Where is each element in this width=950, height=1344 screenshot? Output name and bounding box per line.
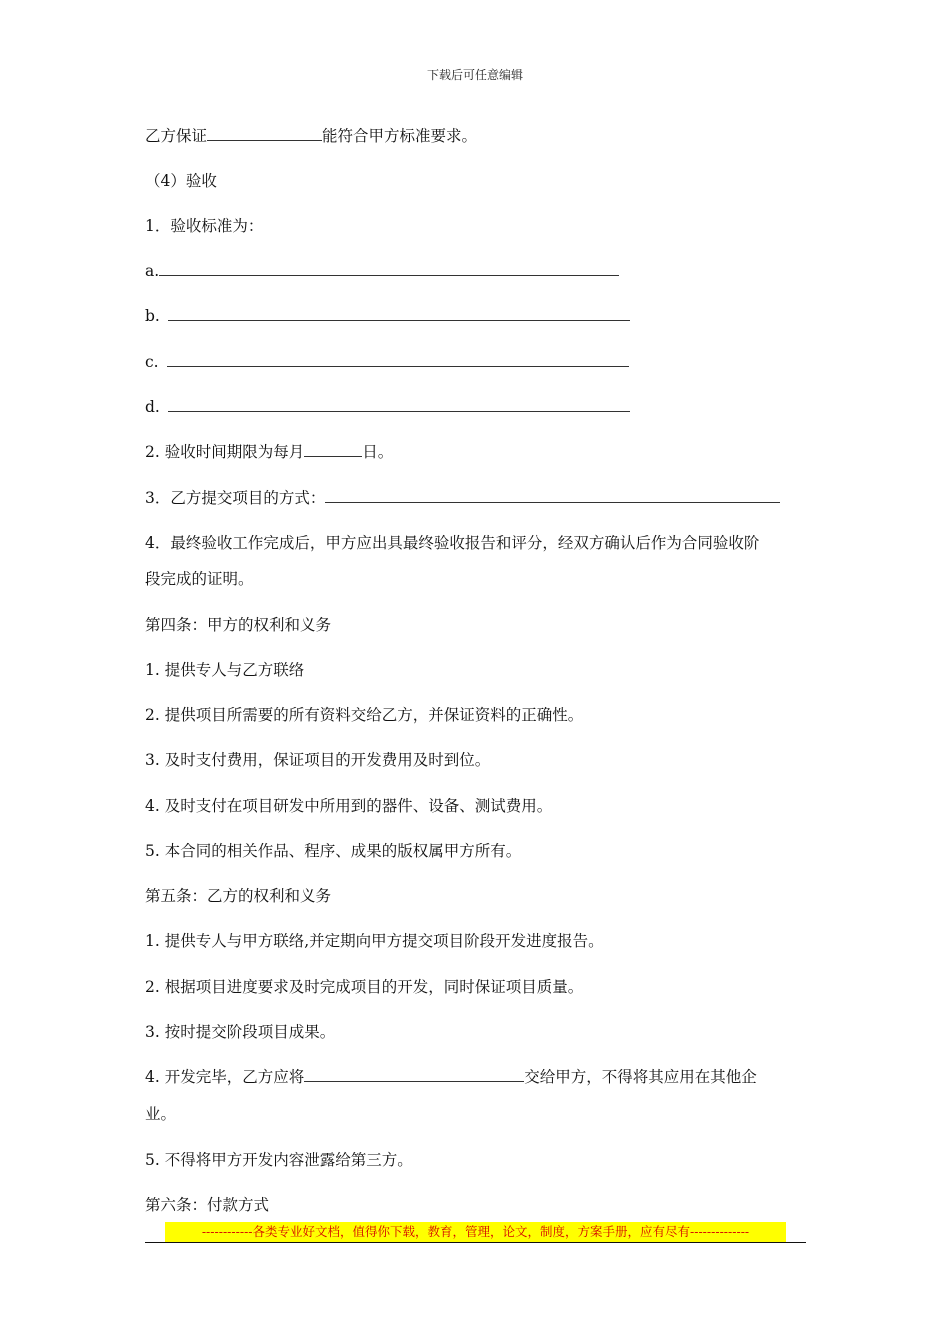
criteria-item-d-label: d.: [145, 398, 160, 416]
article-4-item-2: 2. 提供项目所需要的所有资料交给乙方，并保证资料的正确性。: [145, 706, 584, 724]
criteria-item-d: [145, 397, 630, 417]
criteria-item-b-label: b.: [145, 307, 160, 325]
article-5-item-5: 5. 不得将甲方开发内容泄露给第三方。: [145, 1151, 413, 1169]
article-5-heading: 第五条：乙方的权利和义务: [145, 887, 332, 905]
criteria-item-d-blank: [168, 397, 630, 412]
article-5-item-3: 3. 按时提交阶段项目成果。: [145, 1023, 336, 1041]
article-5-item-4: [145, 1067, 757, 1087]
article-5-item-4-prefix: 4. 开发完毕，乙方应将: [145, 1068, 305, 1086]
guarantee-prefix: 乙方保证: [145, 127, 208, 145]
article-5-item-4-continued: 业。: [145, 1105, 177, 1123]
criteria-item-a-label: a.: [145, 262, 160, 280]
section-acceptance-heading: （4）验收: [145, 172, 217, 190]
criteria-item-c: [145, 352, 629, 372]
article-4-item-4: 4. 及时支付在项目研发中所用到的器件、设备、测试费用。: [145, 797, 553, 815]
submission-method-line: [145, 488, 780, 508]
criteria-item-b-blank: [168, 306, 630, 321]
acceptance-period-prefix: 2. 验收时间期限为每月: [145, 443, 305, 461]
criteria-item-c-blank: [167, 352, 629, 367]
article-5-item-2: 2. 根据项目进度要求及时完成项目的开发，同时保证项目质量。: [145, 978, 584, 996]
guarantee-line: [145, 126, 477, 146]
submission-method-blank: [325, 488, 780, 503]
article-6-heading: 第六条：付款方式: [145, 1196, 270, 1214]
article-4-item-5: 5. 本合同的相关作品、程序、成果的版权属甲方所有。: [145, 842, 522, 860]
footer-banner: ------------各类专业好文档，值得你下载，教育，管理，论文，制度，方案手册，应有尽有--------------: [165, 1222, 786, 1242]
article-5-item-4-suffix: 交给甲方，不得将其应用在其他企: [524, 1068, 757, 1086]
acceptance-period-line: [145, 442, 393, 462]
page-header: 下载后可任意编辑: [426, 68, 523, 82]
submission-method-prefix: 3．乙方提交项目的方式：: [145, 489, 326, 507]
criteria-item-a-blank: [159, 261, 619, 276]
final-acceptance-line-2: 段完成的证明。: [145, 570, 254, 588]
acceptance-period-suffix: 日。: [362, 443, 394, 461]
article-4-heading: 第四条：甲方的权利和义务: [145, 616, 332, 634]
acceptance-criteria-label: 1．验收标准为：: [145, 217, 264, 235]
footer-rule: [145, 1242, 806, 1243]
acceptance-period-blank: [304, 442, 362, 457]
article-4-item-3: 3. 及时支付费用，保证项目的开发费用及时到位。: [145, 751, 491, 769]
guarantee-blank: [207, 126, 322, 141]
criteria-item-b: [145, 306, 630, 326]
final-acceptance-line-1: 4．最终验收工作完成后，甲方应出具最终验收报告和评分，经双方确认后作为合同验收阶: [145, 534, 760, 552]
criteria-item-a: [145, 261, 619, 281]
article-4-item-1: 1. 提供专人与乙方联络: [145, 661, 305, 679]
guarantee-suffix: 能符合甲方标准要求。: [322, 127, 478, 145]
criteria-item-c-label: c.: [145, 353, 159, 371]
article-5-item-4-blank: [304, 1067, 524, 1082]
article-5-item-1: 1. 提供专人与甲方联络,并定期向甲方提交项目阶段开发进度报告。: [145, 932, 604, 950]
